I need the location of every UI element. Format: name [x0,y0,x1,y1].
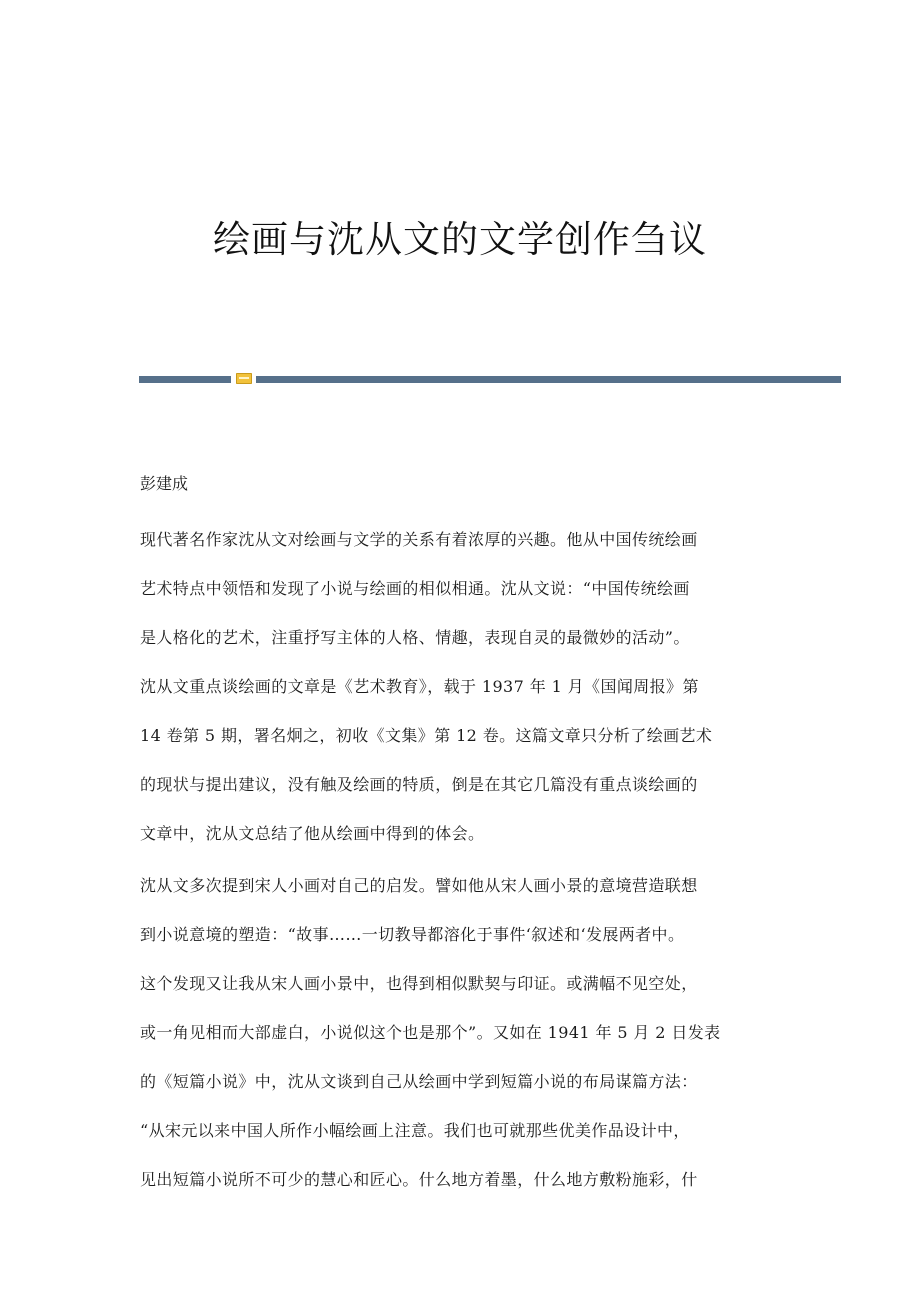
paragraph-line: 或一角见相而大部虚白，小说似这个也是那个”。又如在 1941 年 5 月 2 日发表 [140,1023,721,1042]
title-divider [139,372,841,386]
paragraph-line: 艺术特点中领悟和发现了小说与绘画的相似相通。沈从文说：“中国传统绘画 [140,579,690,598]
paragraph-line: 这个发现又让我从宋人画小景中，也得到相似默契与印证。或满幅不见空处， [140,974,698,993]
paragraph-line: “从宋元以来中国人所作小幅绘画上注意。我们也可就那些优美作品设计中， [140,1121,690,1140]
paragraph-line: 现代著名作家沈从文对绘画与文学的关系有着浓厚的兴趣。他从中国传统绘画 [140,530,698,549]
divider-bar-right [256,376,841,383]
paragraph-line: 文章中，沈从文总结了他从绘画中得到的体会。 [140,824,485,843]
body-paragraph-2 [140,861,800,1204]
paragraph-line: 到小说意境的塑造：“故事……一切教导都溶化于事件‘叙述和‘发展两者中。 [140,925,685,944]
paragraph-line: 见出短篇小说所不可少的慧心和匠心。什么地方着墨，什么地方敷粉施彩，什 [140,1170,698,1189]
paragraph-line: 14 卷第 5 期，署名炯之，初收《文集》第 12 卷。这篇文章只分析了绘画艺术 [140,726,713,745]
body-paragraph-1 [140,515,800,858]
divider-bar-left [139,376,231,383]
document-title: 绘画与沈从文的文学创作刍议 [213,218,707,261]
divider-ornament-icon [236,373,252,384]
paragraph-line: 沈从文多次提到宋人小画对自己的启发。譬如他从宋人画小景的意境营造联想 [140,876,698,895]
author-name: 彭建成 [140,474,189,493]
paragraph-line: 是人格化的艺术，注重抒写主体的人格、情趣，表现自灵的最微妙的活动”。 [140,628,690,647]
paragraph-line: 的《短篇小说》中，沈从文谈到自己从绘画中学到短篇小说的布局谋篇方法： [140,1072,698,1091]
paragraph-line: 沈从文重点谈绘画的文章是《艺术教育》，载于 1937 年 1 月《国闻周报》第 [140,677,699,696]
paragraph-line: 的现状与提出建议，没有触及绘画的特质，倒是在其它几篇没有重点谈绘画的 [140,775,698,794]
